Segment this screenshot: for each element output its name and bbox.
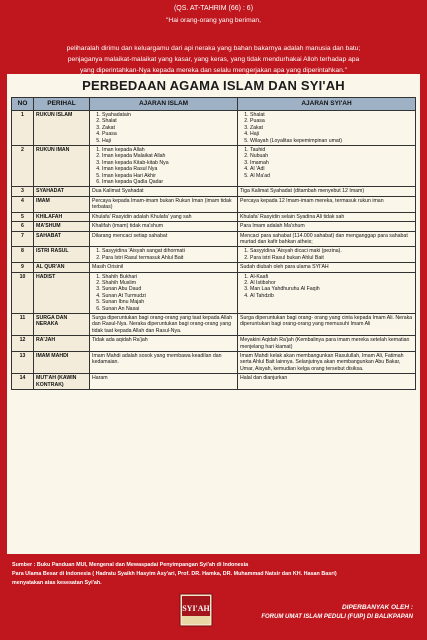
list-item: 2. Al Istibshor — [250, 280, 413, 286]
comparison-table — [11, 97, 416, 390]
ajaran-islam-cell: Haram — [90, 374, 238, 390]
verse-line: yang diperintahkan-Nya kepada mereka dan selalu mengerjakan apa yang diperintahkan." — [79, 67, 348, 74]
row-number: 11 — [12, 313, 34, 335]
list-item: 1. Sasyyidina 'Aisyah dicaci maki (pezina). — [250, 248, 413, 254]
row-subject: ISTRI RASUL — [34, 247, 90, 263]
ajaran-islam-cell: Percaya kepada Imam-imam bukan Rukun Iman (imam tidak terbatas) — [90, 196, 238, 212]
list-item: 2. Para Istri Rasul termasuk Ahlul Bait — [102, 255, 235, 261]
list-item: 4. Haji — [250, 131, 413, 137]
ajaran-islam-cell: Tidak ada aqidah Ra'jah — [90, 336, 238, 352]
list-item: 1. Shahih Bukhari — [102, 274, 235, 280]
ajaran-islam-cell — [90, 272, 238, 313]
ajaran-islam-cell: Dua Kalimat Syahadat — [90, 187, 238, 196]
ajaran-syiah-cell: Tiga Kalimat Syahadat (ditambah menyebut 12 Imam) — [238, 187, 416, 196]
row-subject: RA'JAH — [34, 336, 90, 352]
row-subject: IMAM MAHDI — [34, 352, 90, 374]
row-number: 9 — [12, 263, 34, 272]
list-item: 3. Zakat — [250, 125, 413, 131]
list-item: 1. Iman kepada Allah — [102, 147, 235, 153]
comparison-sheet — [7, 74, 420, 554]
list-item: 4. Iman kepada Rasul Nya — [102, 166, 235, 172]
row-number: 1 — [12, 111, 34, 146]
column-header-ajaran-syiah: AJARAN SYI'AH — [238, 98, 416, 111]
list-item: 1. Al-Kaafi — [250, 274, 413, 280]
row-subject: KHILAFAH — [34, 212, 90, 221]
row-subject: IMAM — [34, 196, 90, 212]
table-row — [12, 336, 416, 352]
ajaran-islam-cell: Khalifah (imam) tidak ma'shum — [90, 222, 238, 231]
row-subject: HADIST — [34, 272, 90, 313]
row-subject: AL QUR'AN — [34, 263, 90, 272]
list-item: 1. Syahadatain — [102, 112, 235, 118]
table-row — [12, 247, 416, 263]
list-item: 4. Al 'Adl — [250, 166, 413, 172]
column-header-ajaran-islam: AJARAN ISLAM — [90, 98, 238, 111]
list-item: 5. Wilayah (Loyalitas kepemimpinan umat) — [250, 138, 413, 144]
ajaran-syiah-cell: Sudah diubah oleh para ulama SYI'AH — [238, 263, 416, 272]
row-number: 7 — [12, 231, 34, 247]
ajaran-syiah-cell — [238, 247, 416, 263]
ajaran-syiah-cell: Imam Mahdi kelak akan membangunkan Rasulullah, Imam Ali, Fatimah serta Ahlul Bait lainnya. Selanjutnya akan membangunkan Abu Bakar, Umar, Aisyah, kemudian kelga orang tersebut disiksa. — [238, 352, 416, 374]
list-item: 5. Haji — [102, 138, 235, 144]
numbered-list — [92, 248, 235, 261]
scholars-note: Para Ulama Besar di Indonesia ( Hadratu Syaikh Hasyim Asy'ari, Prof. DR. Hamka, DR. Muhammad Natsir dan KH. Hasan Basri) — [12, 571, 337, 577]
numbered-list — [92, 147, 235, 185]
list-item: 1. Shalat — [250, 112, 413, 118]
ajaran-syiah-cell: Para Imam adalah Ma'shum — [238, 222, 416, 231]
list-item: 5. Al Ma'ad — [250, 173, 413, 179]
row-number: 4 — [12, 196, 34, 212]
ajaran-islam-cell: Masih Orisinil — [90, 263, 238, 272]
ajaran-islam-cell: Imam Mahdi adalah sosok yang membawa keadilan dan kedamaian. — [90, 352, 238, 374]
source-note: Sumber : Buku Panduan MUI, Mengenal dan Mewaspadai Penyimpangan Syi'ah di Indonesia — [12, 562, 249, 568]
ajaran-islam-cell: Khulafa' Rasyidin adalah Khulafa' yang sah — [90, 212, 238, 221]
table-header-row — [12, 98, 416, 111]
table-row — [12, 196, 416, 212]
book-cover-title: SYI'AH — [182, 604, 210, 613]
verse-reference: (QS. AT-TAHRIM (66) : 6) — [173, 5, 254, 12]
table-row — [12, 222, 416, 231]
table-row — [12, 352, 416, 374]
table-body — [12, 111, 416, 390]
ajaran-islam-cell — [90, 247, 238, 263]
table-row — [12, 187, 416, 196]
list-item: 1. Sasyyidina 'Aisyah sangat dihormati — [102, 248, 235, 254]
ajaran-syiah-cell — [238, 146, 416, 187]
list-item: 5. Iman kepada Hari Akhir — [102, 173, 235, 179]
row-number: 5 — [12, 212, 34, 221]
ajaran-syiah-cell: Percaya kepada 12 Imam-imam mereka, termasuk rukun iman — [238, 196, 416, 212]
list-item: 6. Sunan An Nasai — [102, 306, 235, 312]
numbered-list — [240, 248, 413, 261]
list-item: 1. Tauhid — [250, 147, 413, 153]
row-number: 8 — [12, 247, 34, 263]
row-number: 13 — [12, 352, 34, 374]
ajaran-syiah-cell: Halal dan dianjurkan — [238, 374, 416, 390]
footer — [0, 556, 427, 640]
row-number: 6 — [12, 222, 34, 231]
row-subject: RUKUN ISLAM — [34, 111, 90, 146]
row-subject: SURGA DAN NERAKA — [34, 313, 90, 335]
row-number: 10 — [12, 272, 34, 313]
row-subject: SYAHADAT — [34, 187, 90, 196]
numbered-list — [240, 147, 413, 179]
row-subject: MUT'AH (KAWIN KONTRAK) — [34, 374, 90, 390]
row-number: 14 — [12, 374, 34, 390]
ajaran-syiah-cell — [238, 272, 416, 313]
credit-label: DIPERBANYAK OLEH : — [341, 604, 413, 611]
row-subject: MA'SHUM — [34, 222, 90, 231]
table-row — [12, 111, 416, 146]
list-item: 4. Al Tahdzib — [250, 293, 413, 299]
column-header-perihal: PERIHAL — [34, 98, 90, 111]
numbered-list — [240, 112, 413, 144]
verse-line: peliharalah dirimu dan keluargamu dari api neraka yang bahan bakarnya adalah manusia dan batu; — [66, 45, 361, 52]
ajaran-islam-cell — [90, 111, 238, 146]
ajaran-syiah-cell — [238, 111, 416, 146]
conclusion-note: menyatakan atas kesesatan Syi'ah. — [12, 580, 102, 586]
list-item: 3. Sunan Abu Daud — [102, 286, 235, 292]
list-item: 4. Puasa — [102, 131, 235, 137]
list-item: 3. Man Laa Yahdhuruhu Al Faqih — [250, 286, 413, 292]
page-title: PERBEDAAN AGAMA ISLAM DAN SYI'AH — [82, 78, 345, 93]
book-cover-image — [176, 592, 216, 628]
list-item: 2. Para istri Rasul bukan Ahlul Bait — [250, 255, 413, 261]
verse-line: "Hai orang-orang yang beriman, — [166, 17, 261, 24]
row-subject: RUKUN IMAN — [34, 146, 90, 187]
column-header-no: NO — [12, 98, 34, 111]
row-number: 3 — [12, 187, 34, 196]
list-item: 2. Shalat — [102, 118, 235, 124]
list-item: 3. Imamah — [250, 160, 413, 166]
table-row — [12, 313, 416, 335]
ajaran-islam-cell: Surga diperuntukan bagi orang-orang yang taat kepada Allah dan Rasul-Nya. Neraka diperuntukan bagi orang-orang yang tidak taat kepada Allah dan Rasul-Nya. — [90, 313, 238, 335]
list-item: 2. Iman kepada Malaikat Allah — [102, 153, 235, 159]
ajaran-islam-cell: Dilarang mencaci setiap sahabat — [90, 231, 238, 247]
numbered-list — [92, 112, 235, 144]
ajaran-syiah-cell: Mencaci para sahabat (114.000 sahabat) dan menganggap para sahabat murtad dan kafir bahkan atheis; — [238, 231, 416, 247]
row-subject: SAHABAT — [34, 231, 90, 247]
ajaran-syiah-cell: Khulafa' Rasyidin selain Syadina Ali tidak sah — [238, 212, 416, 221]
table-row — [12, 263, 416, 272]
row-number: 2 — [12, 146, 34, 187]
list-item: 4. Sunan At Turmudzi — [102, 293, 235, 299]
list-item: 6. Iman kepada Qadla Qadar — [102, 179, 235, 185]
list-item: 2. Shahih Muslim — [102, 280, 235, 286]
table-row — [12, 374, 416, 390]
ajaran-syiah-cell: Meyakini Aqidah Ra'jah (Kembalinya para imam mereka setelah kematian menjelang hari kiamat) — [238, 336, 416, 352]
row-number: 12 — [12, 336, 34, 352]
table-row — [12, 231, 416, 247]
table-row — [12, 146, 416, 187]
ajaran-syiah-cell: Surga diperuntukan bagi orang- orang yang cinta kepada Imam Ali. Neraka diperuntukan bagi orang-orang yang memusuhi Imam Ali — [238, 313, 416, 335]
ajaran-islam-cell — [90, 146, 238, 187]
list-item: 3. Zakat — [102, 125, 235, 131]
verse-line: penjaganya malaikat-malaikat yang kasar, yang keras, yang tidak mendurhakai Alloh terhadap apa — [67, 56, 360, 63]
numbered-list — [240, 274, 413, 300]
list-item: 2. Nubuah — [250, 153, 413, 159]
table-row — [12, 212, 416, 221]
table-row — [12, 272, 416, 313]
numbered-list — [92, 274, 235, 312]
list-item: 5. Sunan Ibnu Majah — [102, 299, 235, 305]
list-item: 3. Iman kepada Kitab-kitab Nya — [102, 160, 235, 166]
credit-organization: FORUM UMAT ISLAM PEDULI (FUIP) DI BALIKPAPAN — [261, 614, 413, 620]
list-item: 2. Puasa — [250, 118, 413, 124]
quran-verse-header — [0, 0, 427, 78]
